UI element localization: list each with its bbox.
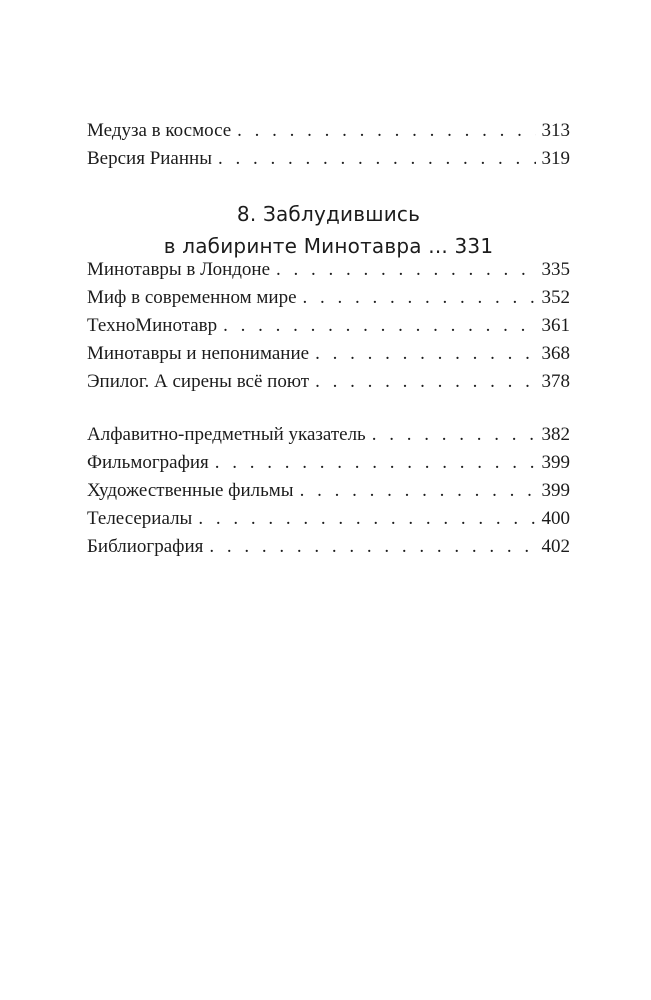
dot-leader xyxy=(215,449,536,477)
toc-entry xyxy=(87,449,570,477)
toc-entry-page: 361 xyxy=(541,315,570,336)
toc-entry-title: Эпилог. А сирены всё поют xyxy=(87,371,310,392)
toc-entry-title: Телесериалы xyxy=(87,508,193,529)
dot-leader xyxy=(276,256,535,284)
dot-leader xyxy=(209,533,535,561)
toc-entry-title: Минотавры в Лондоне xyxy=(87,259,271,280)
toc-entry xyxy=(87,256,570,284)
toc-entry-page: 313 xyxy=(541,120,570,141)
toc-entry xyxy=(87,368,570,396)
toc-entry-page: 399 xyxy=(541,480,570,501)
chapter-heading-line-1: 8. Заблудившись xyxy=(236,202,421,226)
toc-entry-page: 402 xyxy=(541,536,570,557)
toc-entry-page: 382 xyxy=(541,424,570,445)
toc-entry xyxy=(87,505,570,533)
toc-section-1 xyxy=(87,117,570,173)
toc-entry xyxy=(87,340,570,368)
toc-entry-title: Художественные фильмы xyxy=(87,480,294,501)
dot-leader xyxy=(237,117,535,145)
toc-entry xyxy=(87,117,570,145)
toc-entry-page: 352 xyxy=(541,287,570,308)
toc-entry-title: Версия Рианны xyxy=(87,148,212,169)
toc-entry xyxy=(87,284,570,312)
toc-entry-title: ТехноМинотавр xyxy=(87,315,218,336)
toc-entry xyxy=(87,533,570,561)
toc-section-3 xyxy=(87,421,570,561)
dot-leader xyxy=(300,477,536,505)
toc-entry xyxy=(87,421,570,449)
toc-entry-title: Минотавры и непонимание xyxy=(87,343,310,364)
toc-entry-page: 399 xyxy=(541,452,570,473)
toc-entry-page: 319 xyxy=(541,148,570,169)
toc-entry-page: 335 xyxy=(541,259,570,280)
dot-leader xyxy=(315,368,535,396)
toc-entry-title: Фильмография xyxy=(87,452,209,473)
toc-entry-title: Алфавитно-предметный указатель xyxy=(87,424,366,445)
dot-leader xyxy=(198,505,535,533)
dot-leader xyxy=(218,145,536,173)
dot-leader xyxy=(303,284,536,312)
toc-entry-page: 378 xyxy=(541,371,570,392)
chapter-heading xyxy=(87,198,570,262)
dot-leader xyxy=(372,421,536,449)
chapter-heading-line-2: в лабиринте Минотавра ... 331 xyxy=(163,234,494,258)
toc-entry-title: Миф в современном мире xyxy=(87,287,297,308)
toc-entry-page: 400 xyxy=(541,508,570,529)
toc-entry xyxy=(87,477,570,505)
dot-leader xyxy=(223,312,535,340)
toc-section-2 xyxy=(87,256,570,396)
dot-leader xyxy=(315,340,535,368)
toc-entry xyxy=(87,145,570,173)
toc-entry-page: 368 xyxy=(541,343,570,364)
toc-entry xyxy=(87,312,570,340)
toc-entry-title: Библиография xyxy=(87,536,204,557)
toc-entry-title: Медуза в космосе xyxy=(87,120,232,141)
